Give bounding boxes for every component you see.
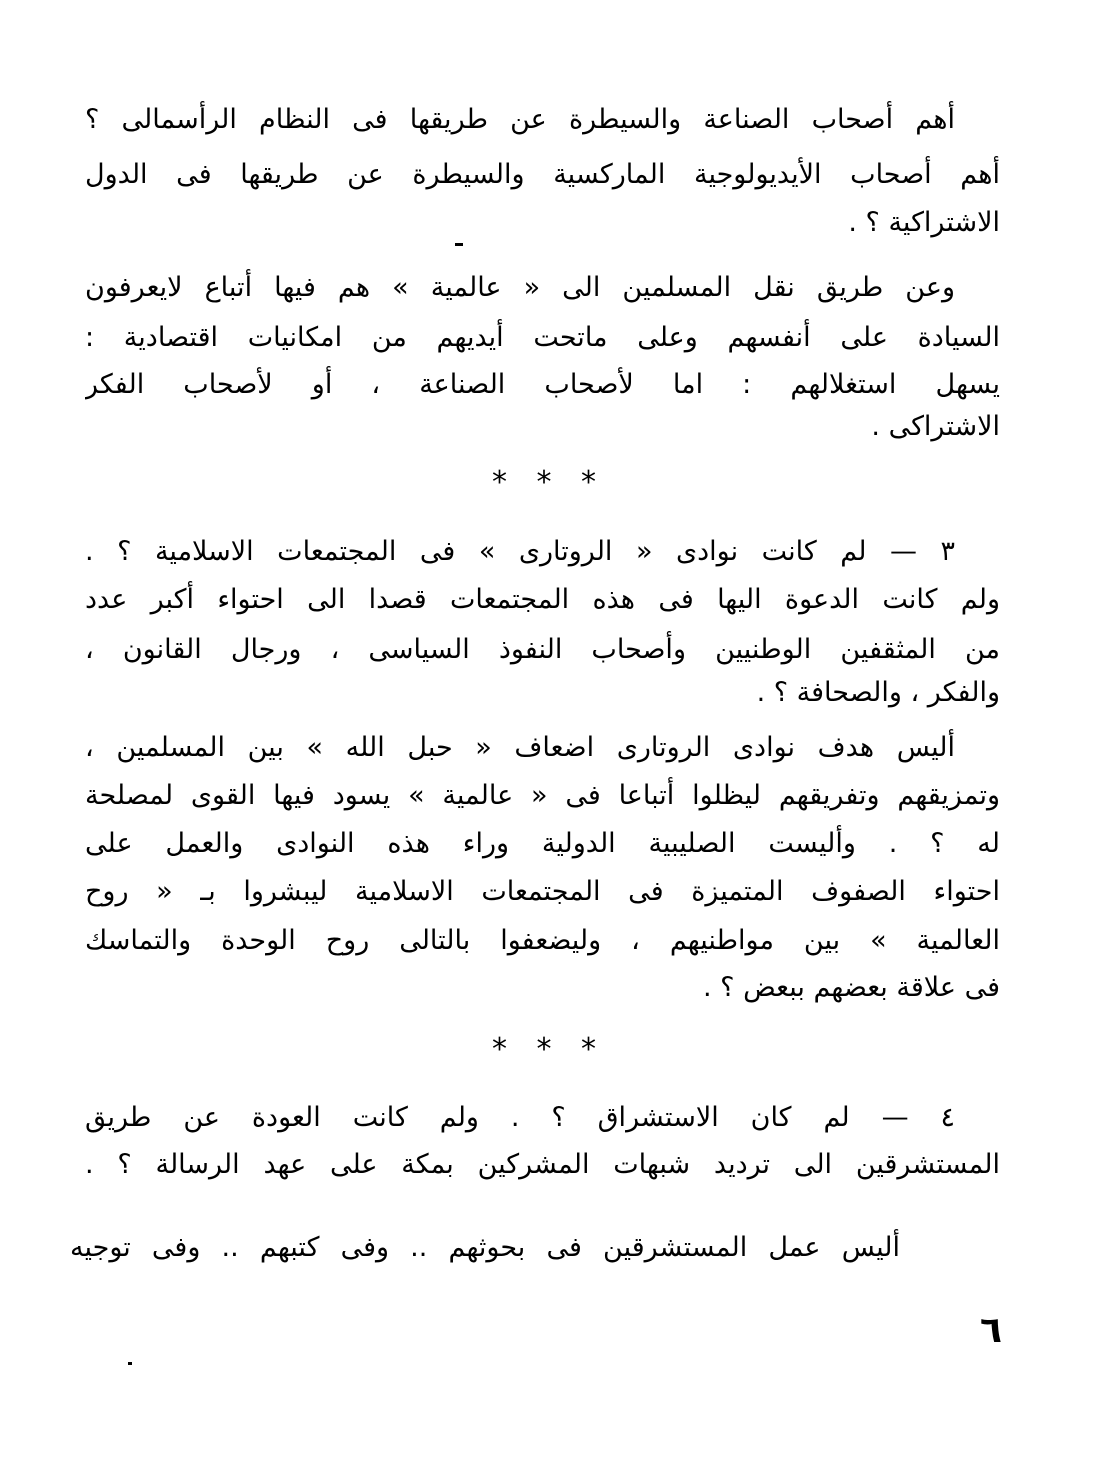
text-line: احتواء الصفوف المتميزة فى المجتمعات الاسلامية ليبشروا بـ « روح: [85, 876, 1000, 907]
text-line: المستشرقين الى ترديد شبهات المشركين بمكة على عهد الرسالة ؟ .: [85, 1149, 1000, 1180]
text-line: أليس هدف نوادى الروتارى اضعاف « حبل الله » بين المسلمين ،: [85, 732, 955, 763]
text-line: ٣ — لم كانت نوادى « الروتارى » فى المجتمعات الاسلامية ؟ .: [85, 536, 955, 567]
text-line: فى علاقة بعضهم ببعض ؟ .: [703, 972, 1000, 1003]
page-number: ٦: [980, 1310, 1002, 1351]
text-line: أهم أصحاب الأيديولوجية الماركسية والسيطرة عن طريقها فى الدول: [85, 159, 1000, 190]
section-separator: * * *: [491, 465, 607, 500]
text-line: والفكر ، والصحافة ؟ .: [756, 677, 1000, 708]
text-line: ولم كانت الدعوة اليها فى هذه المجتمعات قصدا الى احتواء أكبر عدد: [85, 584, 1000, 615]
section-separator: * * *: [491, 1032, 607, 1067]
text-line: وعن طريق نقل المسلمين الى « عالمية » هم فيها أتباع لايعرفون: [85, 272, 955, 303]
text-line: ٤ — لم كان الاستشراق ؟ . ولم كانت العودة عن طريق: [85, 1102, 955, 1133]
text-line: السيادة على أنفسهم وعلى ماتحت أيديهم من امكانيات اقتصادية :: [85, 322, 1000, 353]
text-line: أهم أصحاب الصناعة والسيطرة عن طريقها فى النظام الرأسمالى ؟: [85, 104, 955, 135]
text-line: يسهل استغلالهم : اما لأصحاب الصناعة ، أو لأصحاب الفكر: [85, 369, 1000, 400]
text-line: العالمية » بين مواطنيهم ، وليضعفوا بالتالى روح الوحدة والتماسك: [85, 925, 1000, 956]
text-line: الاشتراكية ؟ .: [848, 207, 1000, 238]
text-line: له ؟ . وأليست الصليبية الدولية وراء هذه النوادى والعمل على: [85, 828, 1000, 859]
text-line: الاشتراكى .: [871, 411, 1000, 442]
text-line: أليس عمل المستشرقين فى بحوثهم .. وفى كتبهم .. وفى توجيه: [70, 1232, 900, 1263]
text-line: من المثقفين الوطنيين وأصحاب النفوذ السياسى ، ورجال القانون ،: [85, 634, 1000, 665]
scan-speck: [128, 1362, 132, 1365]
scan-speck: [455, 243, 463, 246]
text-line: وتمزيقهم وتفريقهم ليظلوا أتباعا فى « عالمية » يسود فيها القوى لمصلحة: [85, 780, 1000, 811]
